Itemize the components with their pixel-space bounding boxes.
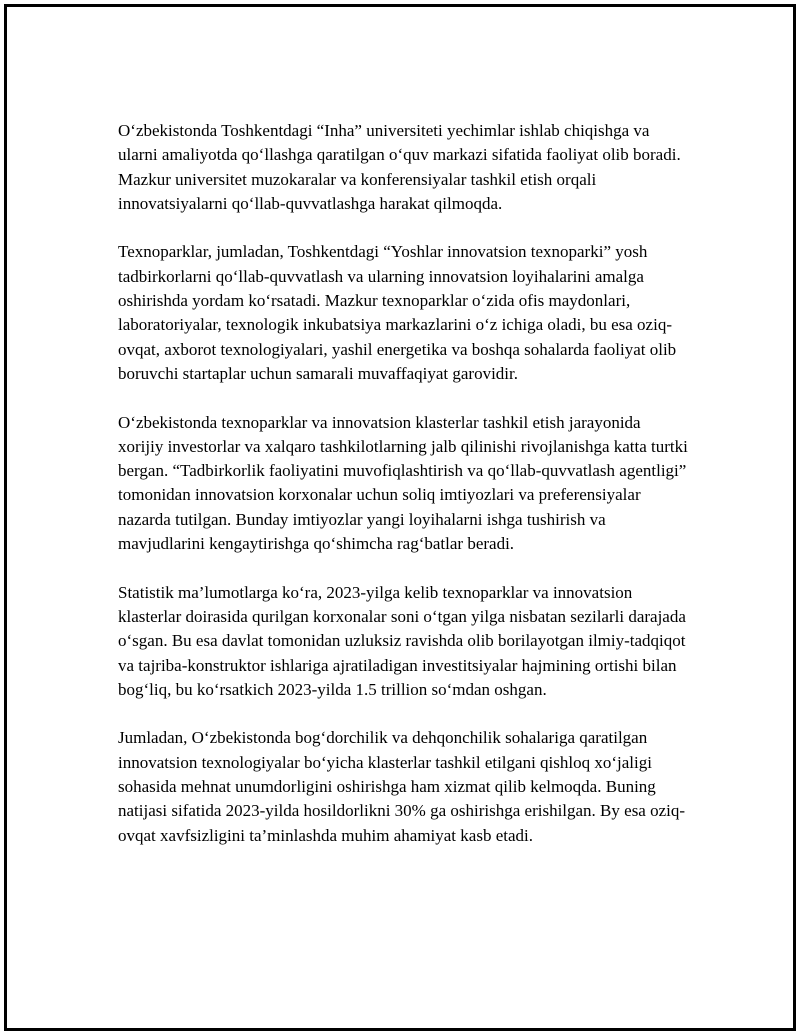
- paragraph-2: Texnoparklar, jumladan, Toshkentdagi “Yoshlar innovatsion texnoparki” yosh tadbirkorlarni qo‘llab-quvvatlash va ularning innovatsion loyihalarini amalga oshirishda yordam ko‘rsatadi. Mazkur texnoparklar o‘zida ofis maydonlari, laboratoriyalar, texnologik inkubatsiya markazlarini o‘z ichiga oladi, bu esa oziq-ovqat, axborot texnologiyalari, yashil energetika va boshqa sohalarda faoliyat olib boruvchi startaplar uchun samarali muvaffaqiyat garovidir.: [118, 242, 677, 383]
- paragraph-3: O‘zbekistonda texnoparklar va innovatsion klasterlar tashkil etish jarayonida xorijiy investorlar va xalqaro tashkilotlarning jalb qilinishi rivojlanishga katta turtki bergan. “Tadbirkorlik faoliyatini muvofiqlashtirish va qo‘llab-quvvatlash agentligi” tomonidan innovatsion korxonalar uchun soliq imtiyozlari va preferensiyalar nazarda tutilgan. Bunday imtiyozlar yangi loyihalarni ishga tushirish va mavjudlarini kengaytirishga qo‘shimcha rag‘batlar beradi.: [118, 412, 688, 554]
- paragraph-1: O‘zbekistonda Toshkentdagi “Inha” universiteti yechimlar ishlab chiqishga va ularni amaliyotda qo‘llashga qaratilgan o‘quv markazi sifatida faoliyat olib boradi. Mazkur universitet muzokaralar va konferensiyalar tashkil etish orqali innovatsiyalarni qo‘llab-quvvatlashga harakat qilmoqda.: [118, 121, 681, 213]
- document-body: [118, 119, 688, 872]
- paragraph-4: Statistik ma’lumotlarga ko‘ra, 2023-yilga kelib texnoparklar va innovatsion klasterlar doirasida qurilgan korxonalar soni o‘tgan yilga nisbatan sezilarli darajada o‘sgan. Bu esa davlat tomonidan uzluksiz ravishda olib borilayotgan ilmiy-tadqiqot va tajriba-konstruktor ishlariga ajratiladigan investitsiyalar hajmining ortishi bilan bog‘liq, bu ko‘rsatkich 2023-yilda 1.5 trillion so‘mdan oshgan.: [118, 582, 686, 699]
- paragraph-5: Jumladan, O‘zbekistonda bog‘dorchilik va dehqonchilik sohalariga qaratilgan innovatsion texnologiyalar bo‘yicha klasterlar tashkil etilgani qishloq xo‘jaligi sohasida mehnat unumdorligini oshirishga ham xizmat qilib kelmoqda. Buning natijasi sifatida 2023-yilda hosildorlikni 30% ga oshirishga erishilgan. By esa oziq-ovqat xavfsizligini ta’minlashda muhim ahamiyat kasb etadi.: [118, 728, 686, 845]
